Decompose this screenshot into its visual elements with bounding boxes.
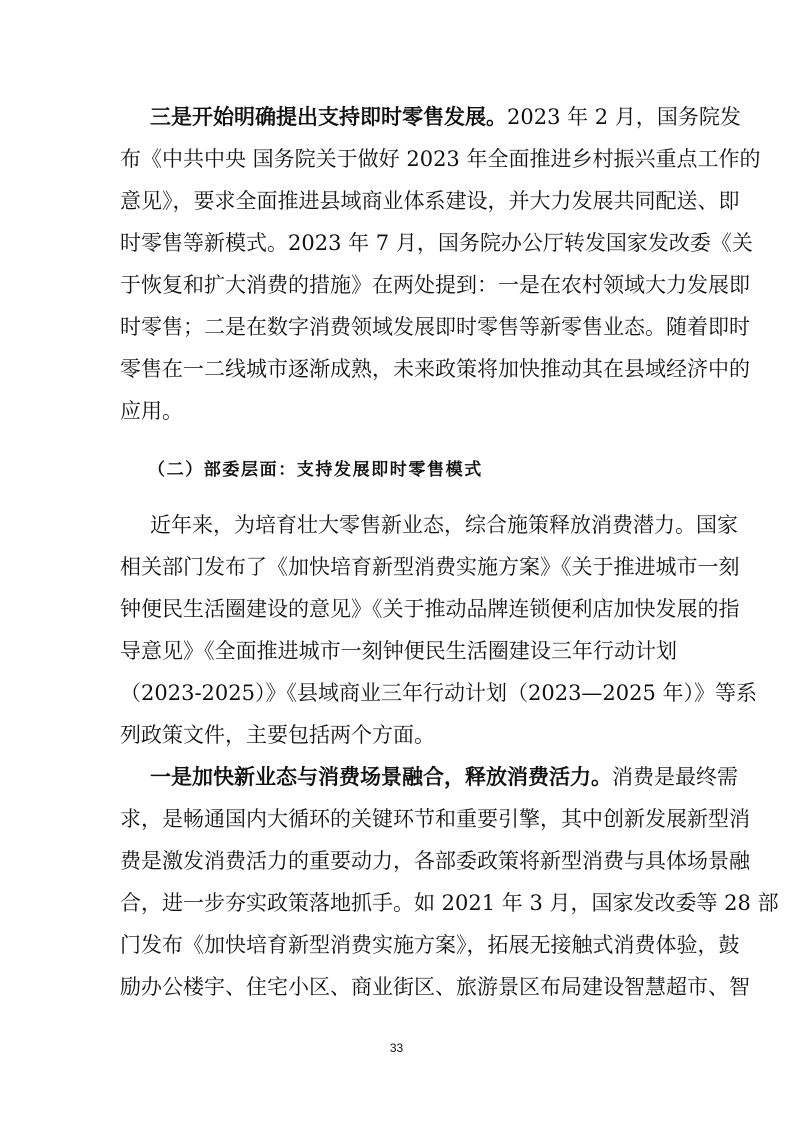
paragraph-1-line-1: [150, 104, 741, 130]
paragraph-2-line-1: 近年来，为培育壮大零售新业态，综合施策释放消费潜力。国家: [150, 513, 738, 537]
paragraph-3-bold-lead: 一是加快新业态与消费场景融合，释放消费活力。: [150, 764, 612, 789]
paragraph-3-line: 励办公楼宇、住宅小区、商业街区、旅游景区布局建设智慧超市、智: [120, 975, 750, 999]
paragraph-1-line: 布《中共中央 国务院关于做好 2023 年全面推进乡村振兴重点工作的: [120, 147, 761, 171]
paragraph-3-line: 费是激发消费活力的重要动力，各部委政策将新型消费与具体场景融: [120, 849, 750, 873]
paragraph-3-line-1: [150, 764, 738, 790]
paragraph-2-line: 相关部门发布了《加快培育新型消费实施方案》《关于推进城市一刻: [120, 555, 740, 579]
paragraph-3-line: 门发布《加快培育新型消费实施方案》，拓展无接触式消费体验，鼓: [120, 933, 740, 957]
paragraph-1-line: 应用。: [120, 399, 183, 423]
paragraph-1-line: 时零售等新模式。2023 年 7 月，国务院办公厅转发国家发改委《关: [120, 231, 753, 255]
section-heading: （二）部委层面：支持发展即时零售模式: [148, 460, 483, 480]
paragraph-1-line: 于恢复和扩大消费的措施》在两处提到：一是在农村领域大力发展即: [120, 273, 750, 297]
paragraph-2-line: 钟便民生活圈建设的意见》《关于推动品牌连锁便利店加快发展的指: [120, 597, 740, 621]
paragraph-2-line: 导意见》《全面推进城市一刻钟便民生活圈建设三年行动计划: [120, 639, 677, 663]
paragraph-1-first-rest: 2023 年 2 月，国务院发: [507, 105, 741, 129]
paragraph-2-line: （2023-2025）》《县域商业三年行动计划（2023—2025 年）》等系: [120, 681, 758, 705]
paragraph-1-bold-lead: 三是开始明确提出支持即时零售发展。: [150, 104, 507, 129]
paragraph-2-line: 列政策文件，主要包括两个方面。: [120, 723, 435, 747]
paragraph-1-line: 时零售；二是在数字消费领域发展即时零售等新零售业态。随着即时: [120, 315, 750, 339]
paragraph-3-line: 求，是畅通国内大循环的关键环节和重要引擎，其中创新发展新型消: [120, 807, 750, 831]
paragraph-1-line: 意见》，要求全面推进县域商业体系建设，并大力发展共同配送、即: [120, 189, 740, 213]
paragraph-3-line: 合，进一步夯实政策落地抓手。如 2021 年 3 月，国家发改委等 28 部: [120, 891, 779, 915]
page-number: 33: [389, 1041, 404, 1055]
paragraph-1-line: 零售在一二线城市逐渐成熟，未来政策将加快推动其在县域经济中的: [120, 357, 750, 381]
paragraph-3-first-rest: 消费是最终需: [612, 765, 738, 789]
